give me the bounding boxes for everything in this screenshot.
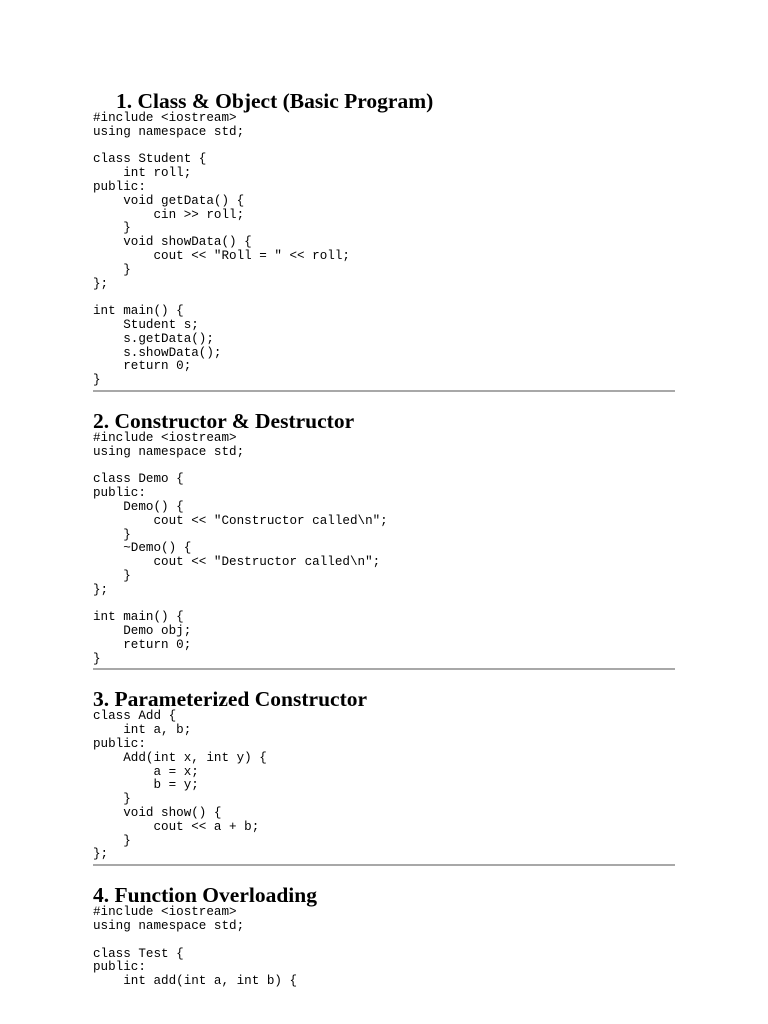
section-parameterized-constructor	[93, 688, 675, 866]
section-constructor-destructor	[93, 410, 675, 671]
section-heading: 3. Parameterized Constructor	[93, 687, 368, 712]
horizontal-rule	[93, 390, 675, 392]
code-block: class Add { int a, b; public: Add(int x, int y) { a = x; b = y; } void show() { cout << a + b; } };	[93, 709, 267, 862]
horizontal-rule	[93, 668, 675, 670]
section-heading: 4. Function Overloading	[93, 883, 317, 908]
code-block: #include <iostream> using namespace std; class Student { int roll; public: void getData() { cin >> roll; } void showData() { cout << "Roll = " << roll; } }; int main() { Student s; s.getData(); s.showData(); return 0; }	[93, 111, 350, 388]
code-block: #include <iostream> using namespace std; class Demo { public: Demo() { cout << "Constructor called\n"; } ~Demo() { cout << "Destructor called\n"; } }; int main() { Demo obj; return 0; }	[93, 430, 388, 666]
section-heading: 1. Class & Object (Basic Program)	[116, 89, 434, 113]
section-class-object	[93, 90, 675, 392]
section-function-overloading	[93, 884, 675, 989]
horizontal-rule	[93, 864, 675, 866]
code-block: #include <iostream> using namespace std; class Test { public: int add(int a, int b) {	[93, 905, 298, 989]
section-heading: 2. Constructor & Destructor	[93, 408, 355, 433]
